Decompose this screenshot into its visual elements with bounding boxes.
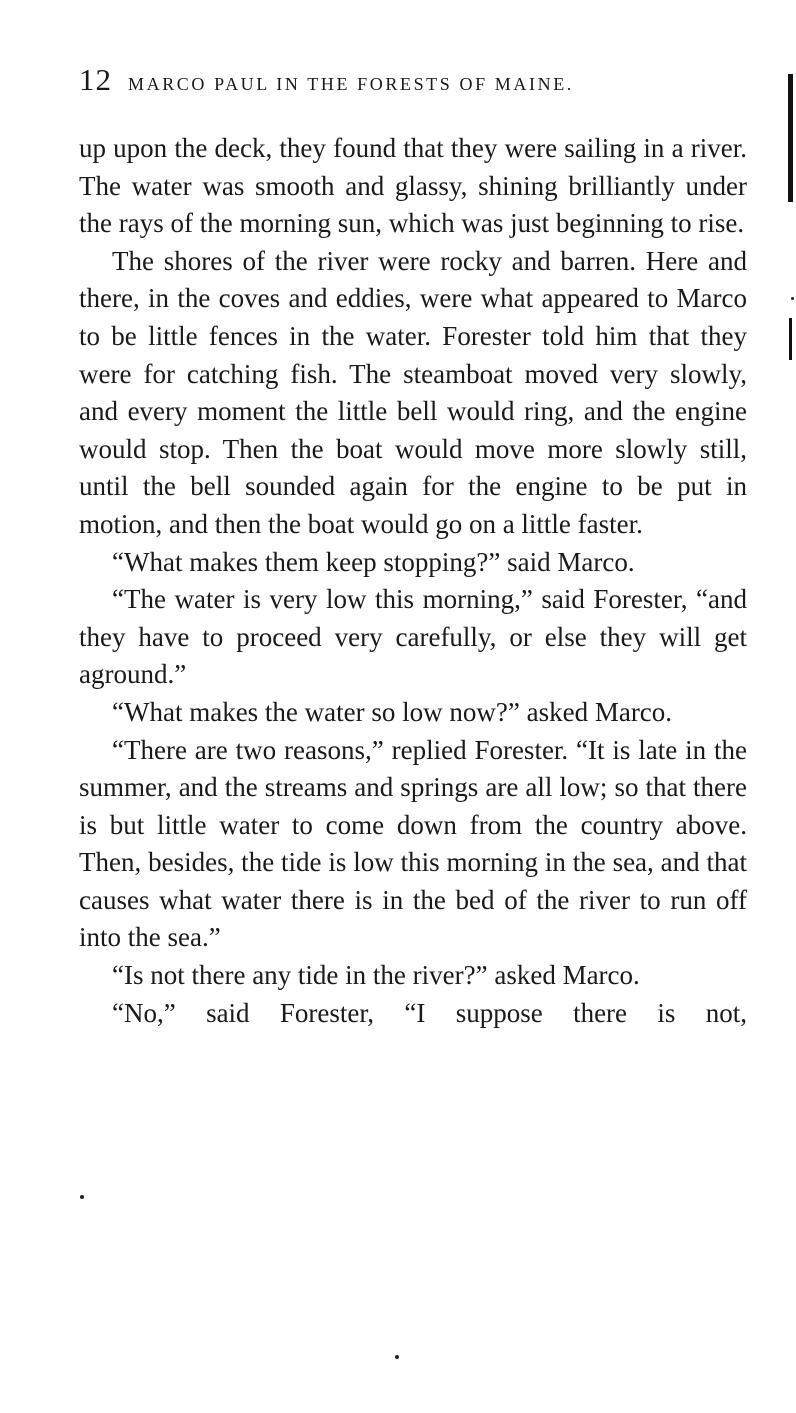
scan-speck (791, 297, 794, 300)
page-edge-mark (789, 318, 792, 360)
scan-speck (80, 1195, 84, 1199)
page-edge-mark (788, 74, 793, 202)
paragraph: “There are two reasons,” replied Forester. “It is late in the summer, and the streams and springs are all low; so that there is but little water to come down from the country above. Then, besides, the tide is low this morning in the sea, and that causes what water there is in the bed of the river to run off into the sea.” (79, 734, 747, 953)
paragraph: “What makes the water so low now?” asked Marco. (112, 696, 673, 727)
paragraph: “No,” said Forester, “I suppose there is not, (112, 997, 747, 1028)
paragraph: “The water is very low this morning,” said Forester, “and they have to proceed very carefully, or else they will get aground.” (79, 584, 747, 690)
running-head (79, 62, 759, 102)
paragraph: up upon the deck, they found that they were sailing in a river. The water was smooth and glassy, shining brilliantly under the rays of the morning sun, which was just beginning to rise. (79, 133, 747, 239)
page-number: 12 (79, 62, 112, 97)
running-title: MARCO PAUL IN THE FORESTS OF MAINE. (128, 74, 574, 94)
body-text (79, 130, 747, 1032)
paragraph: “Is not there any tide in the river?” asked Marco. (112, 960, 640, 991)
scan-speck (395, 1355, 399, 1359)
paragraph: The shores of the river were rocky and barren. Here and there, in the coves and eddies, were what appeared to Marco to be little fences in the water. Forester told him that they were for catching fish. The steamboat moved very slowly, and every moment the little bell would ring, and the engine would stop. Then the boat would move more slowly still, until the bell sounded again for the engine to be put in motion, and then the boat would go on a little faster. (79, 245, 747, 539)
paragraph: “What makes them keep stopping?” said Marco. (112, 546, 635, 577)
